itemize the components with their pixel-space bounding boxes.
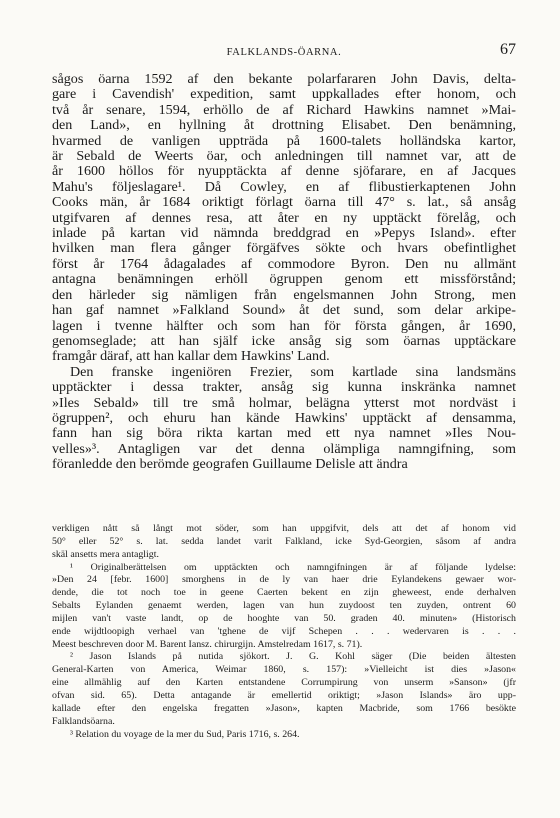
footnote-line: »Den 24 [febr. 1600] smorghens in de ly van haer drie Eylandekens gewaer wor- [52,574,516,586]
footnote-line: Sebalts Eylanden genaemt werden, lagen van hun zuydoost ten zuyden, ontrent 60 [52,600,516,612]
text-line: inlade på kartan vid nämnda breddgrad en »Pepys Island». efter [52,225,516,242]
text-line: upptäckter i dessa trakter, ansåg sig kunna inskränka namnet [52,379,516,396]
text-line: sågos öarna 1592 af den bekante polarfararen John Davis, delta- [52,71,516,87]
text-line: den Land», en hyllning åt drottning Elisabet. Den benämning, [52,117,516,134]
text-line: Den franske ingeniören Frezier, som kartlade sina landsmäns [70,363,516,380]
text-line: ögruppen², och ehuru han kände Hawkins' upptäckt af densamma, [52,409,516,426]
text-line: gare i Cavendish' expedition, samt uppkallades efter honom, och [52,86,516,103]
footnote-line: ² Jason Islands på nutida sjökort. J. G. Kohl säger (Die beiden ältesten [70,651,516,663]
text-line: fann han sig böra rikta kartan med ett nya namnet »Iles Nou- [52,425,516,442]
text-line: år 1600 höllos för nyupptäckta af denne sjöfarare, en af Jacques [52,163,516,180]
text-line: Mahu's följeslagare¹. Då Cowley, en af flibustierkaptenen John [52,178,516,195]
text-line: hvilken man flera gånger förgäfves sökte och hvars obefintlighet [52,240,516,257]
footnote-line: ¹ Originalberättelsen om upptäckten och namngifningen är af följande lydelse: [70,561,516,573]
text-line: han gaf namnet »Falkland Sound» åt det sund, som delar arkipe- [52,302,516,319]
text-line: är Sebald de Weerts öar, och anledningen till namnet var, att de [52,148,516,165]
page-number: 67 [500,41,516,58]
text-line: två år senare, 1594, erhöllo de af Richard Hawkins namnet »Mai- [52,101,516,118]
text-line: utgifvaren af dennes resa, att åter en ny upptäckt förelåg, och [52,209,516,226]
text-line: antagna benämningen erhöll ögruppen genom ett missförstånd; [52,271,516,288]
footnote-line: Meest beschreven door M. Barent Iansz. chirurgijn. Amstelredam 1617, s. 71). [52,638,363,650]
footnote-line: eine allmählig auf den Karten entstandene Corrumpirung von unserm »Sanson» (jfr [52,677,516,689]
footnote-line: ³ Relation du voyage de la mer du Sud, Paris 1716, s. 264. [70,728,300,740]
text-line: velles»³. Antagligen var det denna olämpliga namngifning, som [52,440,516,457]
text-line: »Iles Sebald» till tre små holmar, belägna ytterst mot nordväst i [52,394,516,411]
main-text [52,72,516,473]
footnotes [52,523,516,741]
footnote-line: Falklandsöarna. [52,715,115,727]
text-line: framgår däraf, att han kallar dem Hawkins' Land. [52,348,330,365]
footnote-line: General-Karten von America, Weimar 1860, s. 157): »Vielleicht ist dies »Jason« [52,664,516,676]
text-line: den härleder sig nämligen från engelsmannen John Strong, men [52,286,516,303]
footnote-line: skäl ansetts mera antagligt. [52,548,159,560]
footnote-line: ende wijdtloopigh verhael van 'tghene de vijf Schepen . . . wedervaren is . . . [52,625,516,637]
footnote-line: mijlen van't vaste landt, op de hooghte van 50. graden 40. minuten» (Historisch [52,612,516,624]
text-line: lagen i tvenne hälfter och som han för första gången, år 1690, [52,317,516,334]
footnote-line: kallade efter den engelska fregatten »Jason», kapten Macbride, som 1766 besökte [52,702,516,714]
text-line: hvarmed de vanligen uppträda på 1600-talets holländska kartor, [52,132,516,149]
footnote-line: 50° eller 52° s. lat. sedda landet varit Falkland, icke Syd-Georgien, såsom af andra [52,535,516,547]
running-head: FALKLANDS-ÖARNA. [226,47,342,58]
footnote-line: verkligen nått så långt mot söder, som han uppgifvit, dels att det af honom vid [52,523,516,534]
footnote-line: ofvan sid. 65). Detta antagande är emellertid oriktigt; »Jason Islands» äro upp- [52,689,516,701]
text-line: Cooks män, år 1684 oriktigt förlagt öarna till 47° s. lat., så ansåg [52,194,516,211]
text-line: först år 1764 ådagalades af commodore Byron. Den nu allmänt [52,255,516,272]
page-header [52,41,516,61]
footnote-line: dende, die tot noch toe in geene Caerten bekent en zijn gheweest, ende derhalven [52,587,516,599]
text-line: genomseglade; att han själf icke ansåg sig som öarnas upptäckare [52,332,516,349]
text-line: föranledde den berömde geografen Guillaume Delisle att ändra [52,456,408,473]
